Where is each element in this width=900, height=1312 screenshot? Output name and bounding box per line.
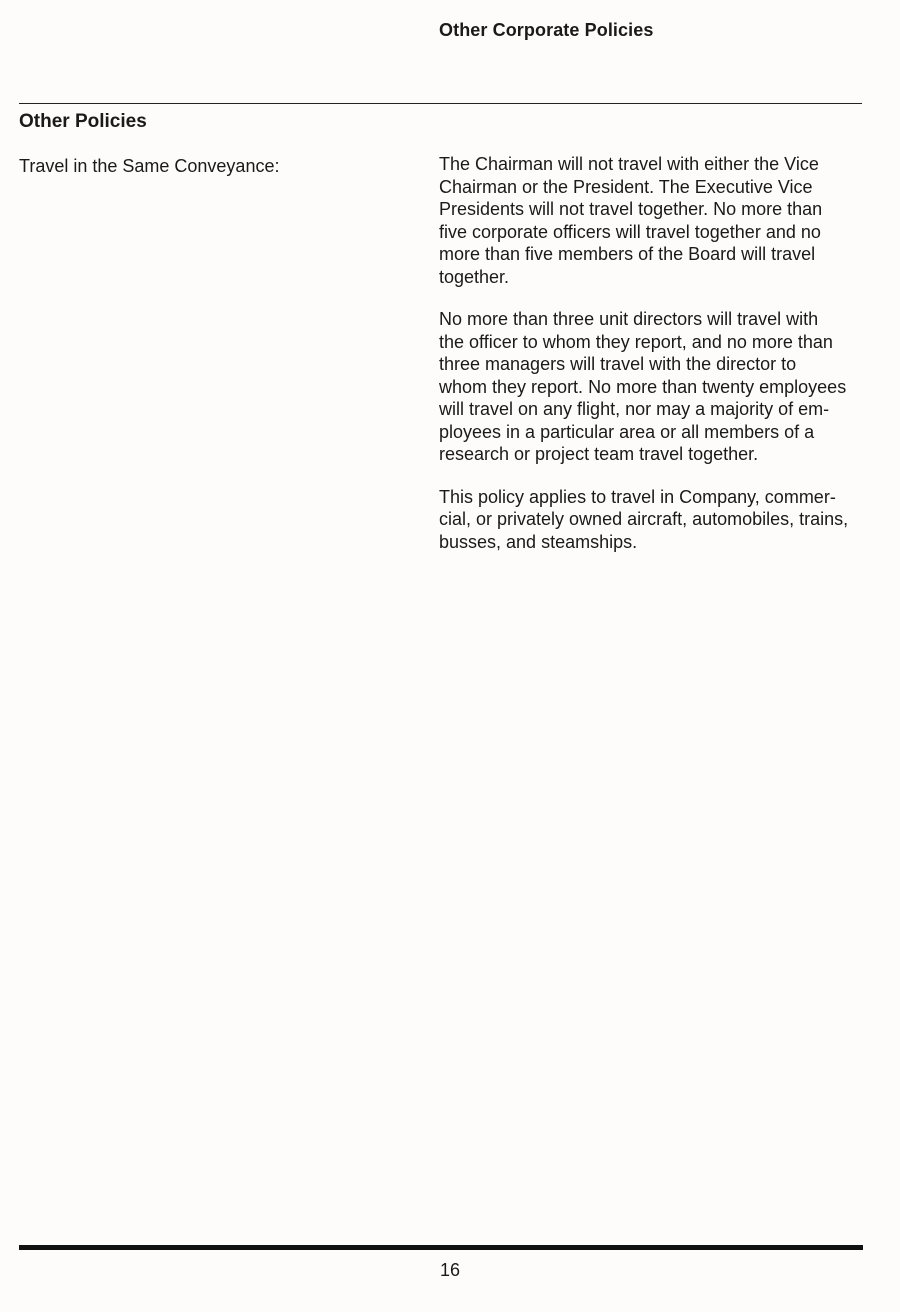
policy-body: [439, 153, 875, 573]
text-line: three managers will travel with the director to: [439, 354, 797, 374]
text-line: This policy applies to travel in Company, commer-: [439, 486, 836, 507]
page-number: 16: [439, 1260, 461, 1280]
top-divider: [19, 103, 862, 104]
text-line: will travel on any flight, nor may a majority of em-: [439, 399, 830, 419]
policy-paragraph-1: [439, 153, 875, 288]
text-line: cial, or privately owned aircraft, automobiles, trains,: [439, 509, 849, 529]
text-line: Presidents will not travel together. No more than: [439, 199, 823, 219]
policy-paragraph-2: [439, 308, 875, 466]
text-line: research or project team travel together.: [439, 444, 759, 464]
text-line: whom they report. No more than twenty employees: [439, 376, 847, 397]
policy-label: Travel in the Same Conveyance:: [19, 156, 280, 176]
running-header: Other Corporate Policies: [439, 20, 654, 40]
policy-paragraph-3: [439, 486, 875, 554]
bottom-divider: [19, 1245, 863, 1250]
text-line: Chairman or the President. The Executive Vice: [439, 176, 813, 197]
text-line: more than five members of the Board will travel: [439, 244, 816, 264]
text-line: The Chairman will not travel with either the Vice: [439, 154, 819, 174]
text-line: together.: [439, 266, 510, 287]
text-line: busses, and steamships.: [439, 531, 638, 552]
text-line: the officer to whom they report, and no more than: [439, 331, 833, 352]
text-line: five corporate officers will travel together and no: [439, 221, 821, 242]
text-line: ployees in a particular area or all members of a: [439, 421, 815, 442]
text-line: No more than three unit directors will travel with: [439, 309, 819, 329]
section-heading: Other Policies: [19, 111, 147, 132]
